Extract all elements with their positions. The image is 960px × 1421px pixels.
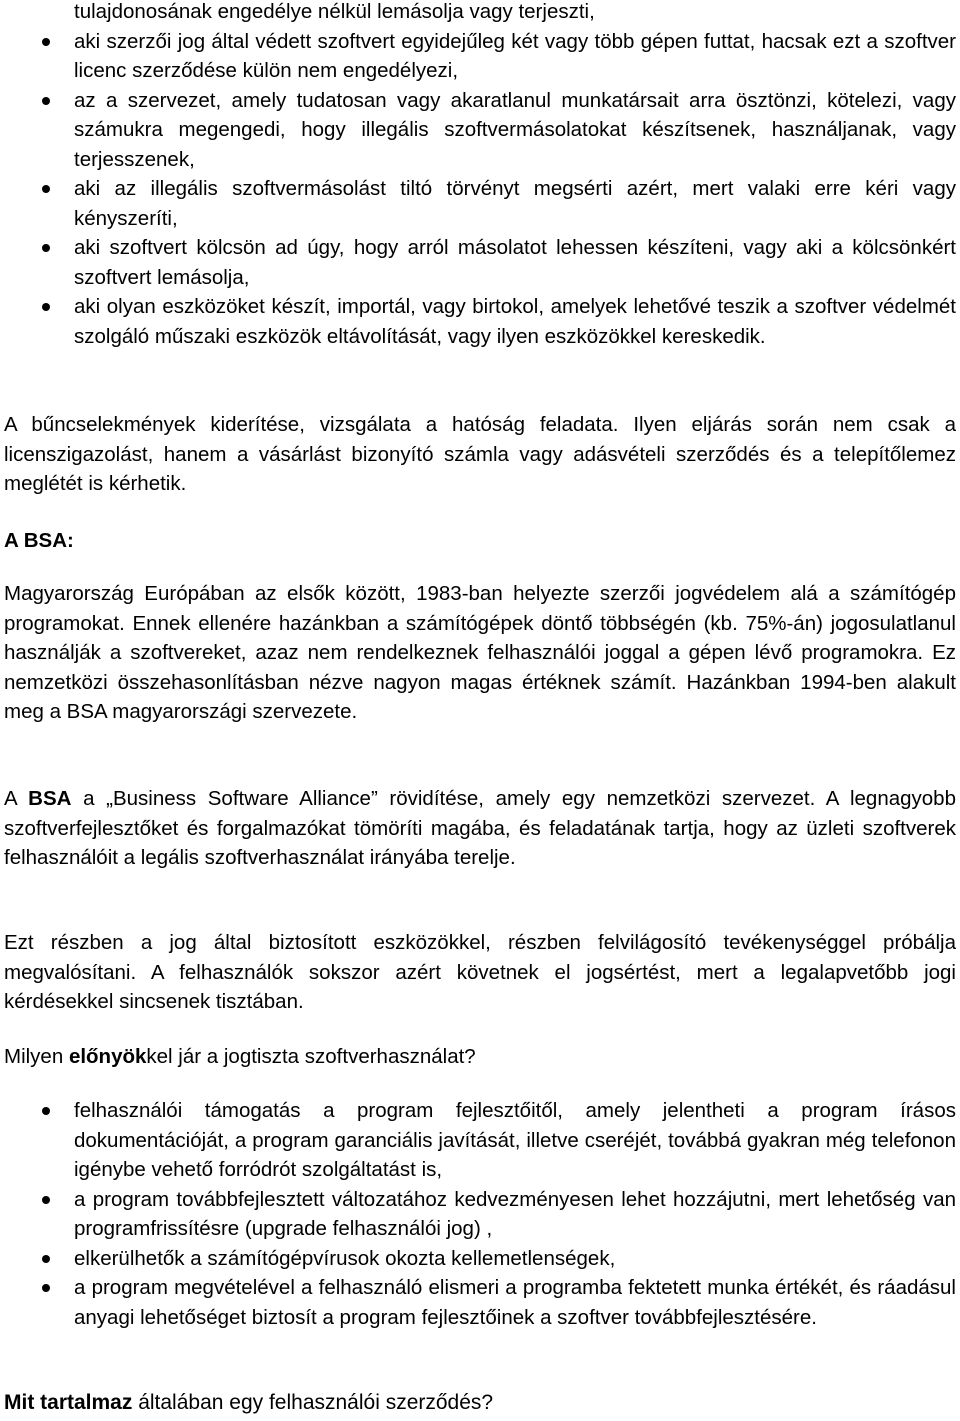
- bullet-icon: [42, 185, 50, 193]
- bullet-icon: [42, 1107, 50, 1115]
- text-run: A: [4, 787, 29, 810]
- list-item: [4, 174, 956, 233]
- list-item: [4, 1244, 956, 1274]
- bullet-icon: [42, 1255, 50, 1263]
- list-item: [4, 1185, 956, 1244]
- paragraph-bsa: [4, 784, 956, 873]
- advantages-list: [4, 1096, 956, 1332]
- bold-text-run: előnyök: [68, 1045, 147, 1068]
- list-item-text: aki az illegális szoftvermásolást tiltó törvényt megsérti azért, mert valaki erre kéri vagy kényszeríti,: [74, 177, 956, 230]
- paragraph-investigation: A bűncselekmények kiderítése, vizsgálata a hatóság feladata. Ilyen eljárás során nem csak a licenszigazolást, hanem a vásárlást bizonyító számla vagy adásvételi szerződés és a telepítőlemez meglétét is kérhetik.: [4, 413, 956, 495]
- bullet-icon: [42, 1196, 50, 1204]
- paragraph-means: Ezt részben a jog által biztosított eszközökkel, részben felvilágosító tevékenységgel próbálja megvalósítani. A felhasználók sokszor azért követnek el jogsértést, mert a legalapvetőbb jogi kérdésekkel sincsenek tisztában.: [4, 931, 956, 1013]
- list-item-text: tulajdonosának engedélye nélkül lemásolja vagy terjeszti,: [74, 0, 595, 23]
- list-item-text: a program továbbfejlesztett változatához kedvezményesen lehet hozzájutni, mert lehetőség van programfrissítésre (upgrade felhasználói jog) ,: [74, 1187, 956, 1240]
- list-item: [4, 1096, 956, 1185]
- paragraph-contract-question: [4, 1388, 956, 1418]
- paragraph-hungary: Magyarország Európában az elsők között, 1983-ban helyezte szerzői jogvédelem alá a számítógép programokat. Ennek ellenére hazánkban a számítógépek döntő többségén (kb. 75%-án) jogosulatlanul használják a szoftvereket, azaz nem rendelkeznek felhasználói joggal a gépen lévő programokra. Ez nemzetközi összehasonlításban nézve nagyon magas értéknek számít. Hazánkban 1994-ben alakult meg a BSA magyarországi szervezete.: [4, 582, 956, 723]
- list-item: [4, 233, 956, 292]
- list-item-text: aki szerzői jog által védett szoftvert egyidejűleg két vagy több gépen futtat, hacsak ezt a szoftver licenc szerződése külön nem engedélyezi,: [74, 29, 956, 82]
- bullet-icon: [42, 97, 50, 105]
- list-item-text: aki szoftvert kölcsön ad úgy, hogy arról másolatot lehessen készíteni, vagy aki a kölcsönkért szoftvert lemásolja,: [74, 236, 956, 289]
- list-item: [4, 292, 956, 351]
- section-heading-bsa: A BSA:: [4, 529, 74, 552]
- list-item-text: felhasználói támogatás a program fejlesztőitől, amely jelentheti a program írásos dokumentációját, a program garanciális javítását, illetve cseréjét, továbbá gyakran még telefonon igénybe vehető forródrót szolgáltatást is,: [74, 1099, 956, 1181]
- list-item-text: elkerülhetők a számítógépvírusok okozta kellemetlenségek,: [74, 1246, 616, 1270]
- list-item: [4, 27, 956, 86]
- text-run: általában egy felhasználói szerződés?: [132, 1391, 494, 1414]
- bold-text-run: Mit tartalmaz: [4, 1391, 133, 1414]
- infringement-list: [4, 0, 956, 351]
- list-item: [4, 0, 956, 27]
- bullet-icon: [42, 1284, 50, 1292]
- list-item-text: a program megvételével a felhasználó elismeri a programba fektetett munka értékét, és ráadásul anyagi lehetőséget biztosít a program fejlesztőinek a szoftver továbbfejlesztésére.: [74, 1276, 956, 1329]
- list-item-text: az a szervezet, amely tudatosan vagy akaratlanul munkatársait arra ösztönzi, kötelezi, vagy számukra megengedi, hogy illegális szoftvermásolatokat készítsenek, használjanak, vagy terjesszenek,: [74, 88, 956, 171]
- bullet-icon: [42, 38, 50, 46]
- list-item-text: aki olyan eszközöket készít, importál, vagy birtokol, amelyek lehetővé teszik a szoftver védelmét szolgáló műszaki eszközök eltávolítását, vagy ilyen eszközökkel kereskedik.: [74, 295, 956, 348]
- bullet-icon: [42, 244, 50, 252]
- paragraph-advantages-question: [4, 1042, 956, 1072]
- list-item: [4, 86, 956, 175]
- text-run: a „Business Software Alliance” rövidítése, amely egy nemzetközi szervezet. A legnagyobb szoftverfejlesztőket és forgalmazókat tömöríti magába, és feladatának tartja, hogy az üzleti szoftverek felhasználóit a legális szoftverhasználat irányába terelje.: [4, 787, 956, 869]
- bullet-icon: [42, 303, 50, 311]
- text-run: kel jár a jogtiszta szoftverhasználat?: [146, 1045, 476, 1068]
- list-item: [4, 1273, 956, 1332]
- bold-text-run: BSA: [28, 787, 72, 810]
- text-run: Milyen: [4, 1045, 69, 1068]
